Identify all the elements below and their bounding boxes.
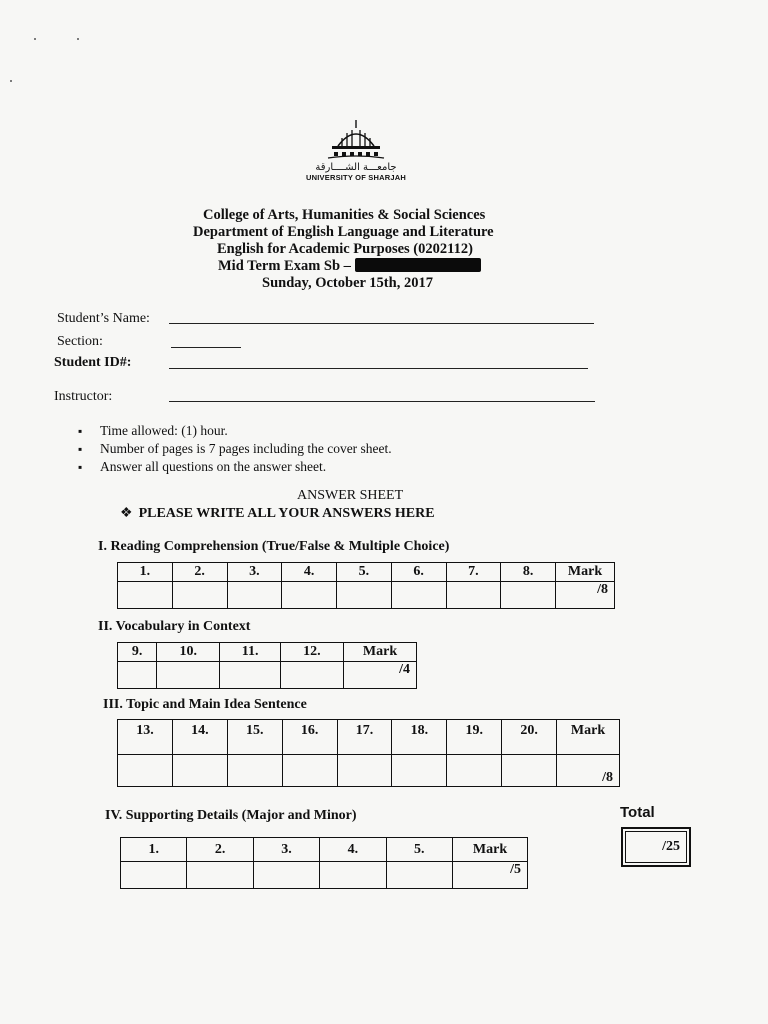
exam-date: Sunday, October 15th, 2017 [262, 275, 433, 291]
section-2-answer-table [117, 642, 417, 689]
note-answers: ▪ Answer all questions on the answer sheet. [78, 458, 392, 476]
answer-cell[interactable] [392, 755, 447, 787]
student-id-label: Student ID#: [54, 355, 132, 370]
mark-cell[interactable]: /8 [557, 755, 620, 787]
section-label: Section: [57, 334, 103, 349]
section-3-title: III. Topic and Main Idea Sentence [103, 697, 307, 712]
answer-cell[interactable] [253, 862, 319, 889]
column-header: 8. [501, 563, 556, 582]
mark-cell[interactable]: /8 [556, 582, 615, 609]
answer-cell[interactable] [447, 755, 502, 787]
answer-cell[interactable] [187, 862, 253, 889]
answer-instruction [120, 505, 435, 522]
column-header: 7. [446, 563, 501, 582]
answer-cell[interactable] [446, 582, 501, 609]
section-4-title: IV. Supporting Details (Major and Minor) [105, 808, 357, 823]
column-header: 17. [337, 720, 392, 755]
column-header: 3. [253, 838, 319, 862]
exam-title [218, 258, 481, 275]
instructor-label: Instructor: [54, 389, 113, 404]
column-header: 9. [118, 643, 157, 662]
exam-notes [78, 422, 392, 476]
answer-cell[interactable] [337, 755, 392, 787]
answer-cell[interactable] [501, 582, 556, 609]
answer-cell[interactable] [172, 755, 227, 787]
answer-instruction-text: PLEASE WRITE ALL YOUR ANSWERS HERE [138, 506, 435, 521]
answer-cell[interactable] [118, 662, 157, 689]
column-header: 2. [187, 838, 253, 862]
answer-cell[interactable] [386, 862, 452, 889]
column-header: 11. [220, 643, 281, 662]
column-header: 3. [227, 563, 282, 582]
answer-cell[interactable] [502, 755, 557, 787]
column-header: 18. [392, 720, 447, 755]
section-line[interactable] [171, 347, 241, 348]
column-header: 1. [118, 563, 173, 582]
diamond-bullet-icon: ❖ [120, 506, 133, 521]
mark-cell[interactable]: /4 [344, 662, 417, 689]
section-1-title: I. Reading Comprehension (True/False & Multiple Choice) [98, 539, 450, 554]
column-header: 15. [227, 720, 282, 755]
answer-cell[interactable] [157, 662, 220, 689]
mark-header: Mark [453, 838, 528, 862]
answer-sheet-title: ANSWER SHEET [297, 488, 404, 503]
logo-arabic-text: جامعـــة الشــــارقة [315, 162, 397, 173]
column-header: 6. [391, 563, 446, 582]
answer-cell[interactable] [121, 862, 187, 889]
total-value[interactable]: /25 [625, 831, 687, 863]
answer-cell[interactable] [280, 662, 343, 689]
mark-header: Mark [344, 643, 417, 662]
column-header: 13. [118, 720, 173, 755]
scan-speck [10, 80, 12, 82]
answer-cell[interactable] [337, 582, 392, 609]
column-header: 12. [280, 643, 343, 662]
answer-cell[interactable] [172, 582, 227, 609]
total-label: Total [620, 804, 655, 821]
exam-title-text: Mid Term Exam Sb – [218, 258, 351, 274]
course-name: English for Academic Purposes (0202112) [217, 241, 473, 257]
scan-speck [34, 38, 36, 40]
column-header: 20. [502, 720, 557, 755]
column-header: 14. [172, 720, 227, 755]
column-header: 5. [337, 563, 392, 582]
answer-cell[interactable] [227, 755, 282, 787]
column-header: 2. [172, 563, 227, 582]
column-header: 19. [447, 720, 502, 755]
student-name-label: Student’s Name: [57, 311, 150, 326]
mark-header: Mark [557, 720, 620, 755]
column-header: 5. [386, 838, 452, 862]
column-header: 1. [121, 838, 187, 862]
note-time: ▪ Time allowed: (1) hour. [78, 422, 392, 440]
column-header: 16. [282, 720, 337, 755]
column-header: 4. [282, 563, 337, 582]
answer-cell[interactable] [118, 582, 173, 609]
scan-speck [77, 38, 79, 40]
section-2-title: II. Vocabulary in Context [98, 619, 251, 634]
answer-cell[interactable] [282, 582, 337, 609]
note-pages: ▪ Number of pages is 7 pages including the cover sheet. [78, 440, 392, 458]
answer-cell[interactable] [220, 662, 281, 689]
logo-english-text: UNIVERSITY OF SHARJAH [306, 173, 406, 182]
section-3-answer-table [117, 719, 620, 787]
answer-cell[interactable] [320, 862, 386, 889]
total-box [621, 827, 691, 867]
student-name-line[interactable] [169, 323, 594, 324]
answer-cell[interactable] [282, 755, 337, 787]
section-4-answer-table [120, 837, 528, 889]
column-header: 4. [320, 838, 386, 862]
redaction-bar [355, 258, 481, 272]
mark-cell[interactable]: /5 [453, 862, 528, 889]
answer-cell[interactable] [118, 755, 173, 787]
college-name: College of Arts, Humanities & Social Sciences [203, 207, 486, 223]
dome-emblem-icon [324, 118, 388, 162]
answer-cell[interactable] [227, 582, 282, 609]
section-1-answer-table [117, 562, 615, 609]
university-logo [296, 118, 416, 190]
instructor-line[interactable] [169, 401, 595, 402]
department-name: Department of English Language and Literature [193, 224, 494, 240]
answer-cell[interactable] [391, 582, 446, 609]
mark-header: Mark [556, 563, 615, 582]
student-id-line[interactable] [169, 368, 588, 369]
column-header: 10. [157, 643, 220, 662]
